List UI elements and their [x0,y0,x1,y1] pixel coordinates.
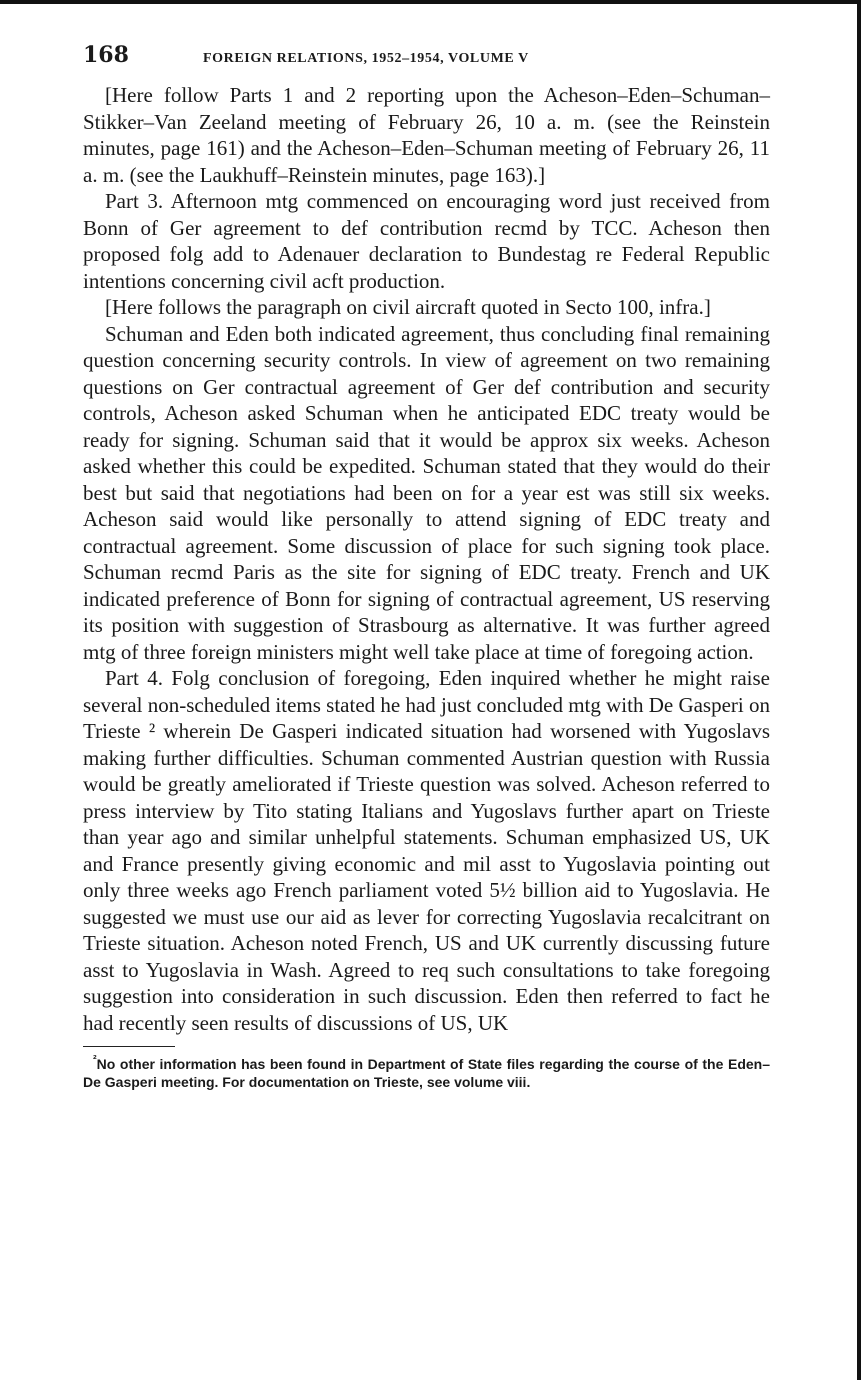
page-number: 168 [83,42,129,68]
page-edge-right [857,0,861,1380]
body-text [83,82,770,1036]
paragraph-part-4: Part 4. Folg conclusion of foregoing, Eden inquired whether he might raise several non-scheduled items stated he had just concluded mtg with De Gasperi on Trieste ² wherein De Gasperi indicated situation had worsened with Yugoslavs making further difficulties. Schuman commented Austrian question with Russia would be greatly ameliorated if Trieste question was solved. Acheson referred to press interview by Tito stating Italians and Yugoslavs further apart on Trieste than year ago and similar unhelpful statements. Schuman emphasized US, UK and France presently giving economic and mil asst to Yugoslavia pointing out only three weeks ago French parliament voted 5½ billion aid to Yugoslavia. He suggested we must use our aid as lever for correcting Yugoslavia recalcitrant on Trieste situation. Acheson noted French, US and UK currently discussing future asst to Yugoslavia in Wash. Agreed to req such consultations to take foregoing suggestion into consideration in such discussion. Eden then referred to fact he had recently seen results of discussions of US, UK [83,666,770,1035]
footnote [83,1051,770,1091]
footnote-divider [83,1046,175,1047]
footnote-marker: ² [93,1054,97,1066]
page-edge-top [0,0,861,4]
page-header [83,42,770,82]
paragraph-security-controls: Schuman and Eden both indicated agreement, thus concluding final remaining question concerning security controls. In view of agreement on two remaining questions on Ger contractual agreement of Ger def contribution and security controls, Acheson asked Schuman when he anticipated EDC treaty would be ready for signing. Schuman said that it would be approx six weeks. Acheson asked whether this could be expedited. Schuman stated that they would do their best but said that negotiations had been on for a year est was still six weeks. Acheson said would like personally to attend signing of EDC treaty and contractual agreement. Some discussion of place for such signing took place. Schuman recmd Paris as the site for signing of EDC treaty. French and UK indicated preference of Bonn for signing of contractual agreement, US reserving its position with suggestion of Strasbourg as alternative. It was further agreed mtg of three foreign ministers might well take place at time of foregoing action. [83,321,770,664]
running-head: FOREIGN RELATIONS, 1952–1954, VOLUME V [203,51,529,66]
paragraph-part-3: Part 3. Afternoon mtg commenced on encouraging word just received from Bonn of Ger agreement to def contribution recmd by TCC. Acheson then proposed folg add to Adenauer declaration to Bundestag re Federal Republic intentions concerning civil acft production. [83,189,770,293]
paragraph-editorial-note-1: [Here follow Parts 1 and 2 reporting upon the Acheson–Eden–Schuman–Stikker–Van Zeeland meeting of February 26, 10 a. m. (see the Reinstein minutes, page 161) and the Acheson–Eden–Schuman meeting of February 26, 11 a. m. (see the Laukhuff–Reinstein minutes, page 163).] [83,83,770,187]
document-page [83,42,770,1091]
paragraph-editorial-note-2: [Here follows the paragraph on civil aircraft quoted in Secto 100, infra.] [105,295,711,319]
footnote-text: No other information has been found in Department of State files regarding the course of the Eden–De Gasperi meeting. For documentation on Trieste, see volume viii. [83,1056,770,1090]
